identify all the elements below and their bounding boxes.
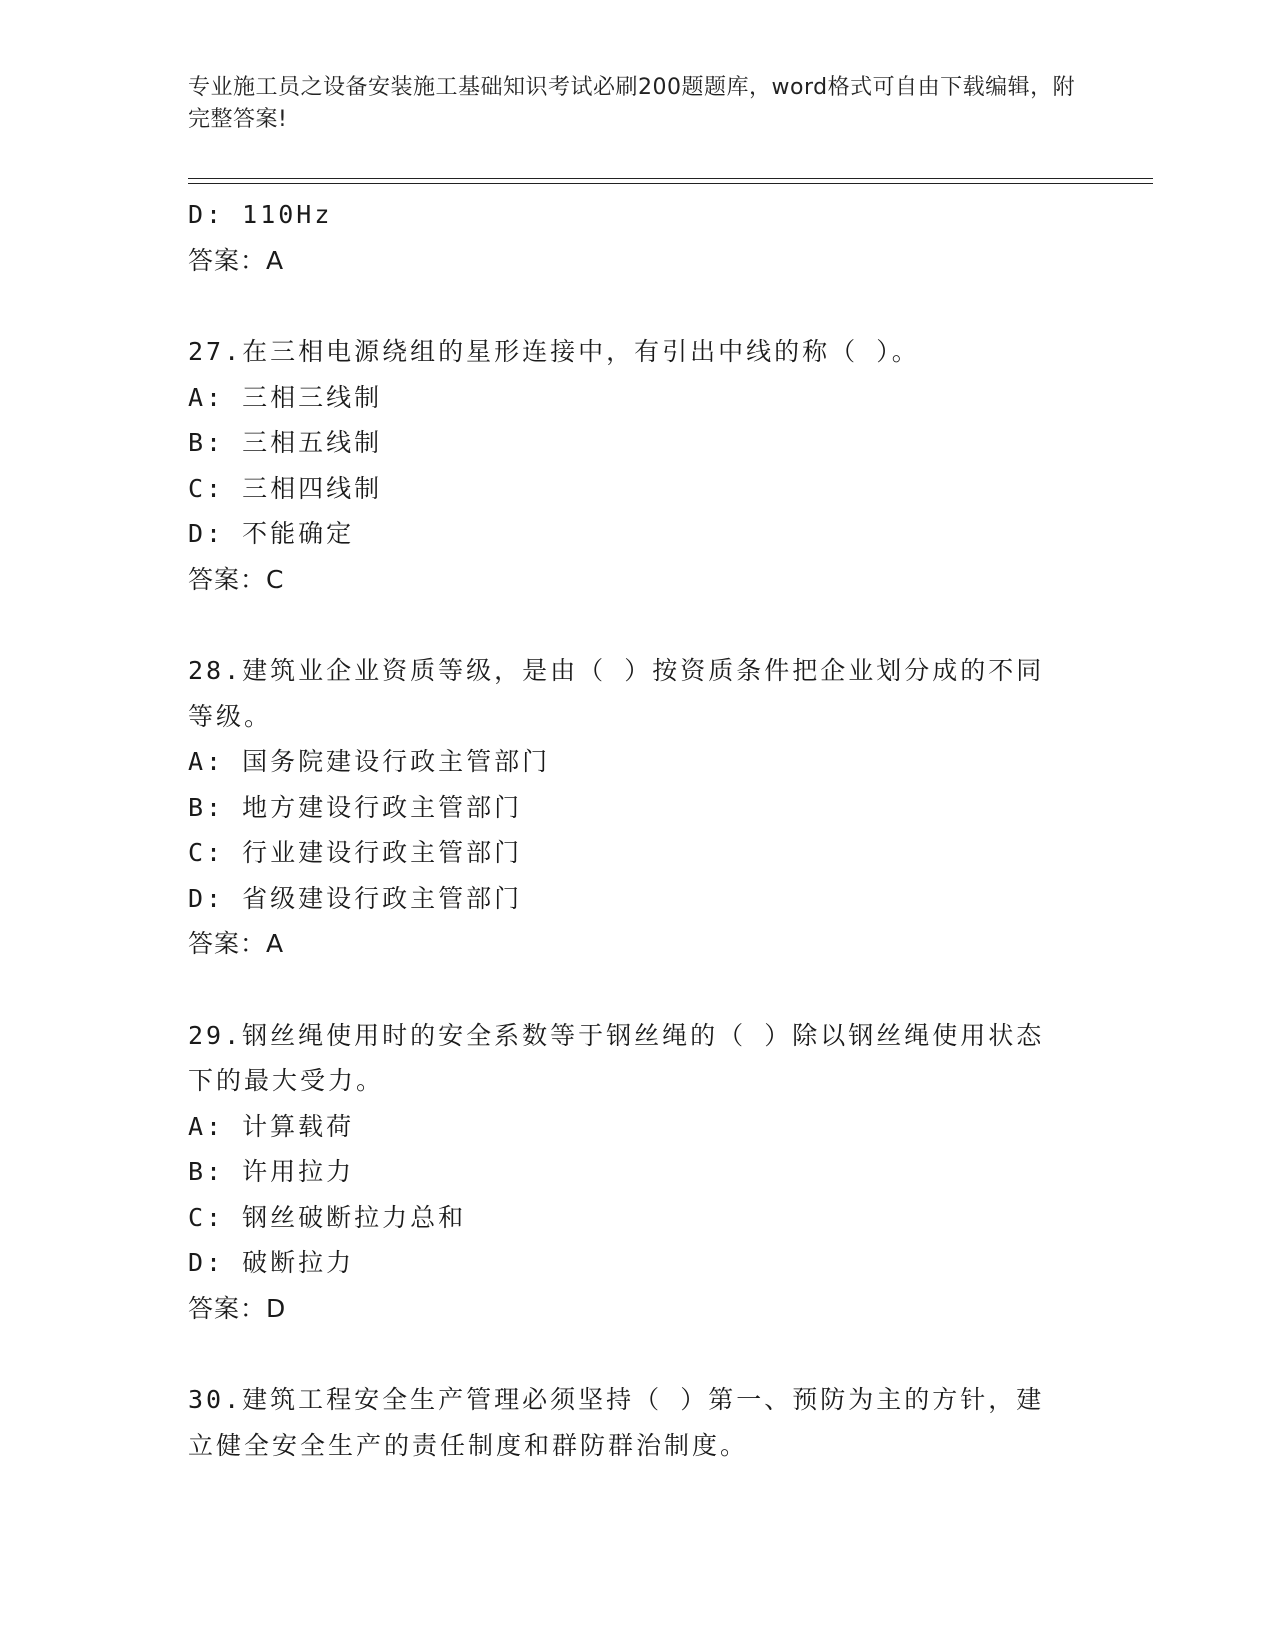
spacer: [188, 967, 1068, 1013]
option-c: C: 行业建设行政主管部门: [188, 838, 523, 867]
question-fragment-26: [188, 192, 1068, 283]
answer-line: 答案：D: [188, 1293, 287, 1323]
question-text: 30.建筑工程安全生产管理必须坚持（ ）第一、预防为主的方针，建立健全安全生产的责任制度和群防群治制度。: [188, 1385, 1045, 1460]
option-d: D: 破断拉力: [188, 1248, 355, 1277]
answer-line: 答案：C: [188, 564, 285, 594]
spacer: [188, 283, 1068, 329]
answer-line: 答案：A: [188, 929, 285, 958]
option-a: A: 三相三线制: [188, 382, 383, 412]
document-header: [188, 72, 1078, 136]
option-c: C: 三相四线制: [188, 473, 383, 503]
option-a: A: 计算载荷: [188, 1111, 355, 1141]
option-d: D: 不能确定: [188, 519, 355, 548]
option-b: B: 三相五线制: [188, 428, 383, 457]
document-body: [188, 192, 1068, 1468]
question-30: [188, 1377, 1068, 1468]
option-c: C: 钢丝破断拉力总和: [188, 1202, 467, 1232]
header-divider-bottom: [188, 183, 1153, 184]
option-b: B: 许用拉力: [188, 1157, 355, 1186]
answer-line: 答案：A: [188, 245, 285, 275]
question-27: [188, 329, 1068, 602]
header-divider-top: [188, 178, 1153, 179]
header-title: 专业施工员之设备安装施工基础知识考试必刷200题题库，word格式可自由下载编辑，附完整答案!: [188, 75, 1076, 132]
question-29: [188, 1013, 1068, 1332]
spacer: [188, 1331, 1068, 1377]
option-d: D: 省级建设行政主管部门: [188, 883, 523, 913]
question-text: 27.在三相电源绕组的星形连接中，有引出中线的称（ ）。: [188, 337, 920, 366]
option-a: A: 国务院建设行政主管部门: [188, 747, 551, 776]
option-b: B: 地方建设行政主管部门: [188, 792, 523, 822]
question-text: 28.建筑业企业资质等级，是由（ ）按资质条件把企业划分成的不同等级。: [188, 656, 1045, 731]
question-text: 29.钢丝绳使用时的安全系数等于钢丝绳的（ ）除以钢丝绳使用状态下的最大受力。: [188, 1020, 1045, 1095]
question-28: [188, 648, 1068, 967]
spacer: [188, 602, 1068, 648]
option-d: D: 110Hz: [188, 200, 333, 229]
